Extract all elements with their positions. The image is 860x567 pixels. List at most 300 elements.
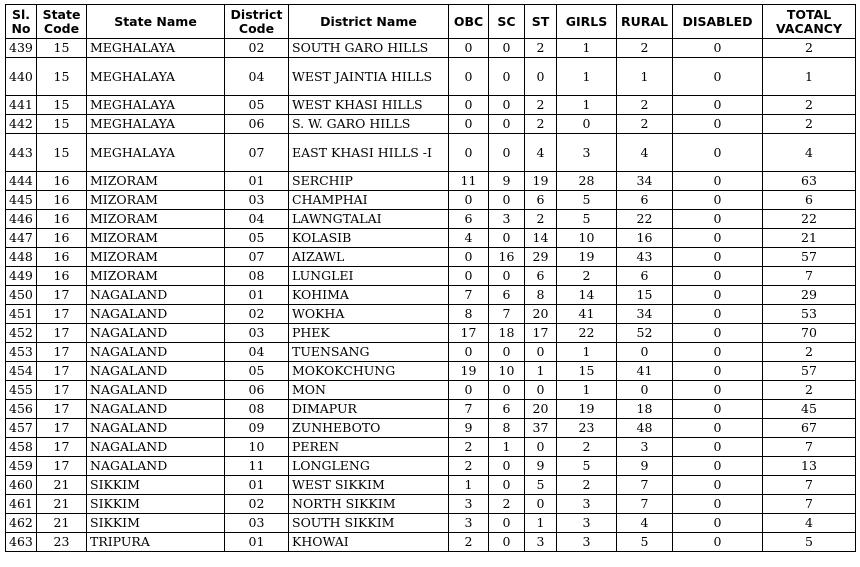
- cell-disabled: 0: [673, 210, 763, 229]
- cell-sc: 1: [489, 438, 525, 457]
- cell-girls: 19: [557, 400, 617, 419]
- cell-sl-no: 447: [6, 229, 37, 248]
- cell-obc: 0: [449, 343, 489, 362]
- header-sl-no: Sl. No: [6, 5, 37, 39]
- cell-rural: 2: [617, 96, 673, 115]
- cell-disabled: 0: [673, 267, 763, 286]
- cell-st: 20: [525, 400, 557, 419]
- cell-state-name: MIZORAM: [87, 229, 225, 248]
- cell-district-code: 07: [225, 248, 289, 267]
- cell-girls: 19: [557, 248, 617, 267]
- cell-sc: 0: [489, 514, 525, 533]
- cell-st: 3: [525, 533, 557, 552]
- cell-rural: 18: [617, 400, 673, 419]
- cell-district-code: 06: [225, 381, 289, 400]
- cell-rural: 4: [617, 514, 673, 533]
- cell-obc: 17: [449, 324, 489, 343]
- cell-sl-no: 463: [6, 533, 37, 552]
- table-row: [6, 343, 856, 362]
- cell-rural: 1: [617, 58, 673, 96]
- cell-sl-no: 461: [6, 495, 37, 514]
- cell-state-code: 17: [37, 343, 87, 362]
- cell-obc: 0: [449, 267, 489, 286]
- cell-sl-no: 444: [6, 172, 37, 191]
- table-row: [6, 533, 856, 552]
- cell-disabled: 0: [673, 191, 763, 210]
- cell-district-code: 11: [225, 457, 289, 476]
- cell-total-vacancy: 2: [763, 343, 856, 362]
- cell-disabled: 0: [673, 362, 763, 381]
- cell-sc: 0: [489, 229, 525, 248]
- cell-district-code: 01: [225, 533, 289, 552]
- cell-state-code: 15: [37, 39, 87, 58]
- cell-st: 2: [525, 96, 557, 115]
- cell-district-name: DIMAPUR: [289, 400, 449, 419]
- cell-district-name: MOKOKCHUNG: [289, 362, 449, 381]
- cell-obc: 7: [449, 286, 489, 305]
- cell-disabled: 0: [673, 419, 763, 438]
- cell-district-code: 01: [225, 286, 289, 305]
- cell-total-vacancy: 45: [763, 400, 856, 419]
- table-row: [6, 457, 856, 476]
- cell-girls: 28: [557, 172, 617, 191]
- cell-disabled: 0: [673, 58, 763, 96]
- cell-total-vacancy: 6: [763, 191, 856, 210]
- cell-disabled: 0: [673, 134, 763, 172]
- cell-state-name: TRIPURA: [87, 533, 225, 552]
- cell-district-name: LUNGLEI: [289, 267, 449, 286]
- cell-disabled: 0: [673, 115, 763, 134]
- cell-total-vacancy: 2: [763, 381, 856, 400]
- cell-district-code: 05: [225, 96, 289, 115]
- table-row: [6, 324, 856, 343]
- cell-district-code: 10: [225, 438, 289, 457]
- vacancy-table: [5, 4, 856, 552]
- cell-state-code: 17: [37, 438, 87, 457]
- header-rural: RURAL: [617, 5, 673, 39]
- cell-district-name: LONGLENG: [289, 457, 449, 476]
- cell-sl-no: 457: [6, 419, 37, 438]
- cell-disabled: 0: [673, 248, 763, 267]
- cell-district-code: 03: [225, 191, 289, 210]
- cell-sc: 16: [489, 248, 525, 267]
- cell-rural: 15: [617, 286, 673, 305]
- cell-obc: 11: [449, 172, 489, 191]
- cell-district-code: 06: [225, 115, 289, 134]
- cell-state-name: MIZORAM: [87, 267, 225, 286]
- cell-state-name: SIKKIM: [87, 495, 225, 514]
- cell-district-code: 02: [225, 39, 289, 58]
- cell-district-name: WOKHA: [289, 305, 449, 324]
- cell-state-name: NAGALAND: [87, 362, 225, 381]
- table-row: [6, 58, 856, 96]
- cell-total-vacancy: 67: [763, 419, 856, 438]
- table-row: [6, 134, 856, 172]
- cell-disabled: 0: [673, 400, 763, 419]
- cell-st: 6: [525, 267, 557, 286]
- cell-rural: 6: [617, 267, 673, 286]
- cell-girls: 5: [557, 191, 617, 210]
- table-row: [6, 286, 856, 305]
- cell-girls: 41: [557, 305, 617, 324]
- cell-total-vacancy: 13: [763, 457, 856, 476]
- cell-total-vacancy: 63: [763, 172, 856, 191]
- cell-state-code: 15: [37, 115, 87, 134]
- cell-obc: 7: [449, 400, 489, 419]
- cell-state-name: MIZORAM: [87, 210, 225, 229]
- table-row: [6, 305, 856, 324]
- cell-st: 14: [525, 229, 557, 248]
- cell-rural: 4: [617, 134, 673, 172]
- cell-state-name: MEGHALAYA: [87, 115, 225, 134]
- cell-girls: 15: [557, 362, 617, 381]
- cell-disabled: 0: [673, 495, 763, 514]
- cell-rural: 2: [617, 115, 673, 134]
- table-row: [6, 267, 856, 286]
- cell-sl-no: 459: [6, 457, 37, 476]
- cell-disabled: 0: [673, 286, 763, 305]
- cell-district-code: 09: [225, 419, 289, 438]
- cell-total-vacancy: 7: [763, 495, 856, 514]
- cell-total-vacancy: 70: [763, 324, 856, 343]
- cell-total-vacancy: 21: [763, 229, 856, 248]
- cell-st: 17: [525, 324, 557, 343]
- cell-district-name: NORTH SIKKIM: [289, 495, 449, 514]
- cell-state-code: 17: [37, 419, 87, 438]
- cell-sl-no: 440: [6, 58, 37, 96]
- cell-obc: 2: [449, 457, 489, 476]
- cell-sc: 0: [489, 267, 525, 286]
- cell-girls: 1: [557, 381, 617, 400]
- cell-st: 9: [525, 457, 557, 476]
- cell-state-name: MEGHALAYA: [87, 134, 225, 172]
- cell-district-name: WEST JAINTIA HILLS: [289, 58, 449, 96]
- cell-obc: 6: [449, 210, 489, 229]
- cell-disabled: 0: [673, 229, 763, 248]
- cell-state-name: NAGALAND: [87, 343, 225, 362]
- cell-district-name: WEST SIKKIM: [289, 476, 449, 495]
- cell-district-name: KHOWAI: [289, 533, 449, 552]
- cell-obc: 0: [449, 115, 489, 134]
- cell-district-name: SOUTH SIKKIM: [289, 514, 449, 533]
- header-girls: GIRLS: [557, 5, 617, 39]
- cell-obc: 3: [449, 514, 489, 533]
- table-row: [6, 476, 856, 495]
- cell-st: 2: [525, 115, 557, 134]
- cell-total-vacancy: 2: [763, 115, 856, 134]
- cell-sc: 0: [489, 533, 525, 552]
- cell-sc: 0: [489, 191, 525, 210]
- cell-district-name: PEREN: [289, 438, 449, 457]
- cell-sc: 0: [489, 457, 525, 476]
- cell-district-name: TUENSANG: [289, 343, 449, 362]
- cell-state-code: 23: [37, 533, 87, 552]
- cell-sc: 2: [489, 495, 525, 514]
- cell-state-code: 17: [37, 286, 87, 305]
- cell-girls: 1: [557, 343, 617, 362]
- table-row: [6, 514, 856, 533]
- cell-obc: 2: [449, 533, 489, 552]
- cell-girls: 2: [557, 267, 617, 286]
- cell-disabled: 0: [673, 514, 763, 533]
- cell-sc: 0: [489, 343, 525, 362]
- cell-rural: 6: [617, 191, 673, 210]
- cell-sl-no: 443: [6, 134, 37, 172]
- cell-district-name: MON: [289, 381, 449, 400]
- cell-state-code: 17: [37, 324, 87, 343]
- cell-st: 0: [525, 58, 557, 96]
- cell-disabled: 0: [673, 533, 763, 552]
- cell-sl-no: 456: [6, 400, 37, 419]
- cell-disabled: 0: [673, 343, 763, 362]
- cell-district-name: ZUNHEBOTO: [289, 419, 449, 438]
- cell-obc: 0: [449, 381, 489, 400]
- cell-state-name: NAGALAND: [87, 324, 225, 343]
- cell-rural: 0: [617, 381, 673, 400]
- cell-sc: 0: [489, 115, 525, 134]
- cell-girls: 5: [557, 457, 617, 476]
- cell-state-name: NAGALAND: [87, 419, 225, 438]
- cell-rural: 22: [617, 210, 673, 229]
- cell-st: 2: [525, 39, 557, 58]
- cell-sl-no: 454: [6, 362, 37, 381]
- cell-state-code: 17: [37, 400, 87, 419]
- cell-state-code: 21: [37, 476, 87, 495]
- cell-total-vacancy: 7: [763, 438, 856, 457]
- cell-girls: 1: [557, 96, 617, 115]
- cell-obc: 0: [449, 191, 489, 210]
- cell-district-code: 01: [225, 476, 289, 495]
- cell-girls: 3: [557, 533, 617, 552]
- table-row: [6, 362, 856, 381]
- cell-rural: 16: [617, 229, 673, 248]
- cell-rural: 3: [617, 438, 673, 457]
- cell-total-vacancy: 22: [763, 210, 856, 229]
- cell-state-name: SIKKIM: [87, 514, 225, 533]
- cell-obc: 8: [449, 305, 489, 324]
- cell-sl-no: 453: [6, 343, 37, 362]
- cell-total-vacancy: 7: [763, 476, 856, 495]
- cell-disabled: 0: [673, 476, 763, 495]
- cell-disabled: 0: [673, 39, 763, 58]
- cell-obc: 0: [449, 39, 489, 58]
- cell-state-code: 17: [37, 305, 87, 324]
- cell-district-code: 02: [225, 495, 289, 514]
- cell-district-name: KOLASIB: [289, 229, 449, 248]
- cell-district-name: CHAMPHAI: [289, 191, 449, 210]
- cell-district-code: 02: [225, 305, 289, 324]
- cell-st: 29: [525, 248, 557, 267]
- cell-girls: 23: [557, 419, 617, 438]
- cell-sl-no: 458: [6, 438, 37, 457]
- cell-total-vacancy: 7: [763, 267, 856, 286]
- cell-total-vacancy: 1: [763, 58, 856, 96]
- cell-sl-no: 441: [6, 96, 37, 115]
- cell-girls: 1: [557, 39, 617, 58]
- cell-state-name: NAGALAND: [87, 286, 225, 305]
- cell-district-name: EAST KHASI HILLS -I: [289, 134, 449, 172]
- cell-district-name: S. W. GARO HILLS: [289, 115, 449, 134]
- cell-district-name: WEST KHASI HILLS: [289, 96, 449, 115]
- cell-state-name: MIZORAM: [87, 172, 225, 191]
- cell-state-name: MIZORAM: [87, 248, 225, 267]
- cell-obc: 1: [449, 476, 489, 495]
- table-row: [6, 495, 856, 514]
- cell-district-name: LAWNGTALAI: [289, 210, 449, 229]
- cell-state-name: NAGALAND: [87, 400, 225, 419]
- cell-state-code: 16: [37, 267, 87, 286]
- cell-st: 2: [525, 210, 557, 229]
- cell-state-code: 16: [37, 172, 87, 191]
- cell-district-code: 01: [225, 172, 289, 191]
- cell-state-name: MIZORAM: [87, 191, 225, 210]
- cell-disabled: 0: [673, 381, 763, 400]
- table-row: [6, 172, 856, 191]
- cell-state-code: 16: [37, 191, 87, 210]
- cell-st: 1: [525, 514, 557, 533]
- cell-st: 0: [525, 381, 557, 400]
- cell-district-code: 04: [225, 343, 289, 362]
- cell-total-vacancy: 4: [763, 134, 856, 172]
- cell-girls: 2: [557, 476, 617, 495]
- cell-disabled: 0: [673, 324, 763, 343]
- table-row: [6, 248, 856, 267]
- table-row: [6, 400, 856, 419]
- cell-rural: 34: [617, 305, 673, 324]
- cell-sc: 18: [489, 324, 525, 343]
- cell-rural: 52: [617, 324, 673, 343]
- cell-st: 4: [525, 134, 557, 172]
- cell-state-name: NAGALAND: [87, 438, 225, 457]
- cell-state-code: 15: [37, 134, 87, 172]
- cell-district-code: 05: [225, 362, 289, 381]
- cell-st: 5: [525, 476, 557, 495]
- cell-total-vacancy: 57: [763, 248, 856, 267]
- cell-state-code: 21: [37, 514, 87, 533]
- cell-rural: 43: [617, 248, 673, 267]
- table-row: [6, 229, 856, 248]
- cell-total-vacancy: 57: [763, 362, 856, 381]
- cell-rural: 48: [617, 419, 673, 438]
- cell-sc: 0: [489, 39, 525, 58]
- cell-rural: 9: [617, 457, 673, 476]
- cell-district-code: 08: [225, 267, 289, 286]
- header-obc: OBC: [449, 5, 489, 39]
- table-row: [6, 115, 856, 134]
- cell-state-name: NAGALAND: [87, 305, 225, 324]
- header-state-code: State Code: [37, 5, 87, 39]
- cell-girls: 14: [557, 286, 617, 305]
- cell-st: 1: [525, 362, 557, 381]
- cell-girls: 3: [557, 514, 617, 533]
- cell-st: 0: [525, 438, 557, 457]
- cell-disabled: 0: [673, 457, 763, 476]
- table-row: [6, 191, 856, 210]
- cell-state-code: 16: [37, 210, 87, 229]
- cell-district-code: 08: [225, 400, 289, 419]
- cell-st: 37: [525, 419, 557, 438]
- cell-district-code: 05: [225, 229, 289, 248]
- cell-girls: 10: [557, 229, 617, 248]
- cell-total-vacancy: 53: [763, 305, 856, 324]
- header-disabled: DISABLED: [673, 5, 763, 39]
- header-sc: SC: [489, 5, 525, 39]
- cell-district-name: KOHIMA: [289, 286, 449, 305]
- table-row: [6, 210, 856, 229]
- cell-girls: 0: [557, 115, 617, 134]
- cell-sc: 9: [489, 172, 525, 191]
- cell-rural: 5: [617, 533, 673, 552]
- cell-rural: 34: [617, 172, 673, 191]
- cell-rural: 7: [617, 495, 673, 514]
- cell-st: 6: [525, 191, 557, 210]
- table-row: [6, 39, 856, 58]
- cell-sc: 0: [489, 58, 525, 96]
- cell-obc: 0: [449, 58, 489, 96]
- cell-girls: 3: [557, 134, 617, 172]
- cell-district-name: AIZAWL: [289, 248, 449, 267]
- cell-sc: 0: [489, 134, 525, 172]
- cell-district-code: 04: [225, 210, 289, 229]
- cell-sl-no: 462: [6, 514, 37, 533]
- cell-total-vacancy: 2: [763, 39, 856, 58]
- cell-obc: 19: [449, 362, 489, 381]
- cell-district-name: SERCHIP: [289, 172, 449, 191]
- cell-district-code: 07: [225, 134, 289, 172]
- cell-sl-no: 448: [6, 248, 37, 267]
- cell-sl-no: 449: [6, 267, 37, 286]
- cell-sl-no: 439: [6, 39, 37, 58]
- header-district-name: District Name: [289, 5, 449, 39]
- cell-obc: 9: [449, 419, 489, 438]
- cell-girls: 1: [557, 58, 617, 96]
- cell-state-name: MEGHALAYA: [87, 58, 225, 96]
- cell-sl-no: 445: [6, 191, 37, 210]
- cell-district-name: PHEK: [289, 324, 449, 343]
- cell-sl-no: 446: [6, 210, 37, 229]
- cell-st: 20: [525, 305, 557, 324]
- header-district-code: District Code: [225, 5, 289, 39]
- cell-district-name: SOUTH GARO HILLS: [289, 39, 449, 58]
- cell-state-code: 16: [37, 229, 87, 248]
- cell-state-code: 16: [37, 248, 87, 267]
- header-st: ST: [525, 5, 557, 39]
- cell-rural: 2: [617, 39, 673, 58]
- cell-sc: 6: [489, 286, 525, 305]
- cell-obc: 4: [449, 229, 489, 248]
- table-row: [6, 438, 856, 457]
- cell-disabled: 0: [673, 96, 763, 115]
- cell-sc: 3: [489, 210, 525, 229]
- cell-obc: 3: [449, 495, 489, 514]
- cell-rural: 7: [617, 476, 673, 495]
- cell-sc: 0: [489, 476, 525, 495]
- cell-state-code: 15: [37, 96, 87, 115]
- cell-sc: 0: [489, 381, 525, 400]
- cell-state-code: 17: [37, 457, 87, 476]
- cell-district-code: 03: [225, 324, 289, 343]
- cell-sl-no: 451: [6, 305, 37, 324]
- cell-sl-no: 442: [6, 115, 37, 134]
- table-row: [6, 381, 856, 400]
- cell-st: 0: [525, 343, 557, 362]
- cell-disabled: 0: [673, 438, 763, 457]
- cell-total-vacancy: 29: [763, 286, 856, 305]
- cell-sl-no: 455: [6, 381, 37, 400]
- cell-sc: 0: [489, 96, 525, 115]
- cell-obc: 0: [449, 96, 489, 115]
- table-row: [6, 96, 856, 115]
